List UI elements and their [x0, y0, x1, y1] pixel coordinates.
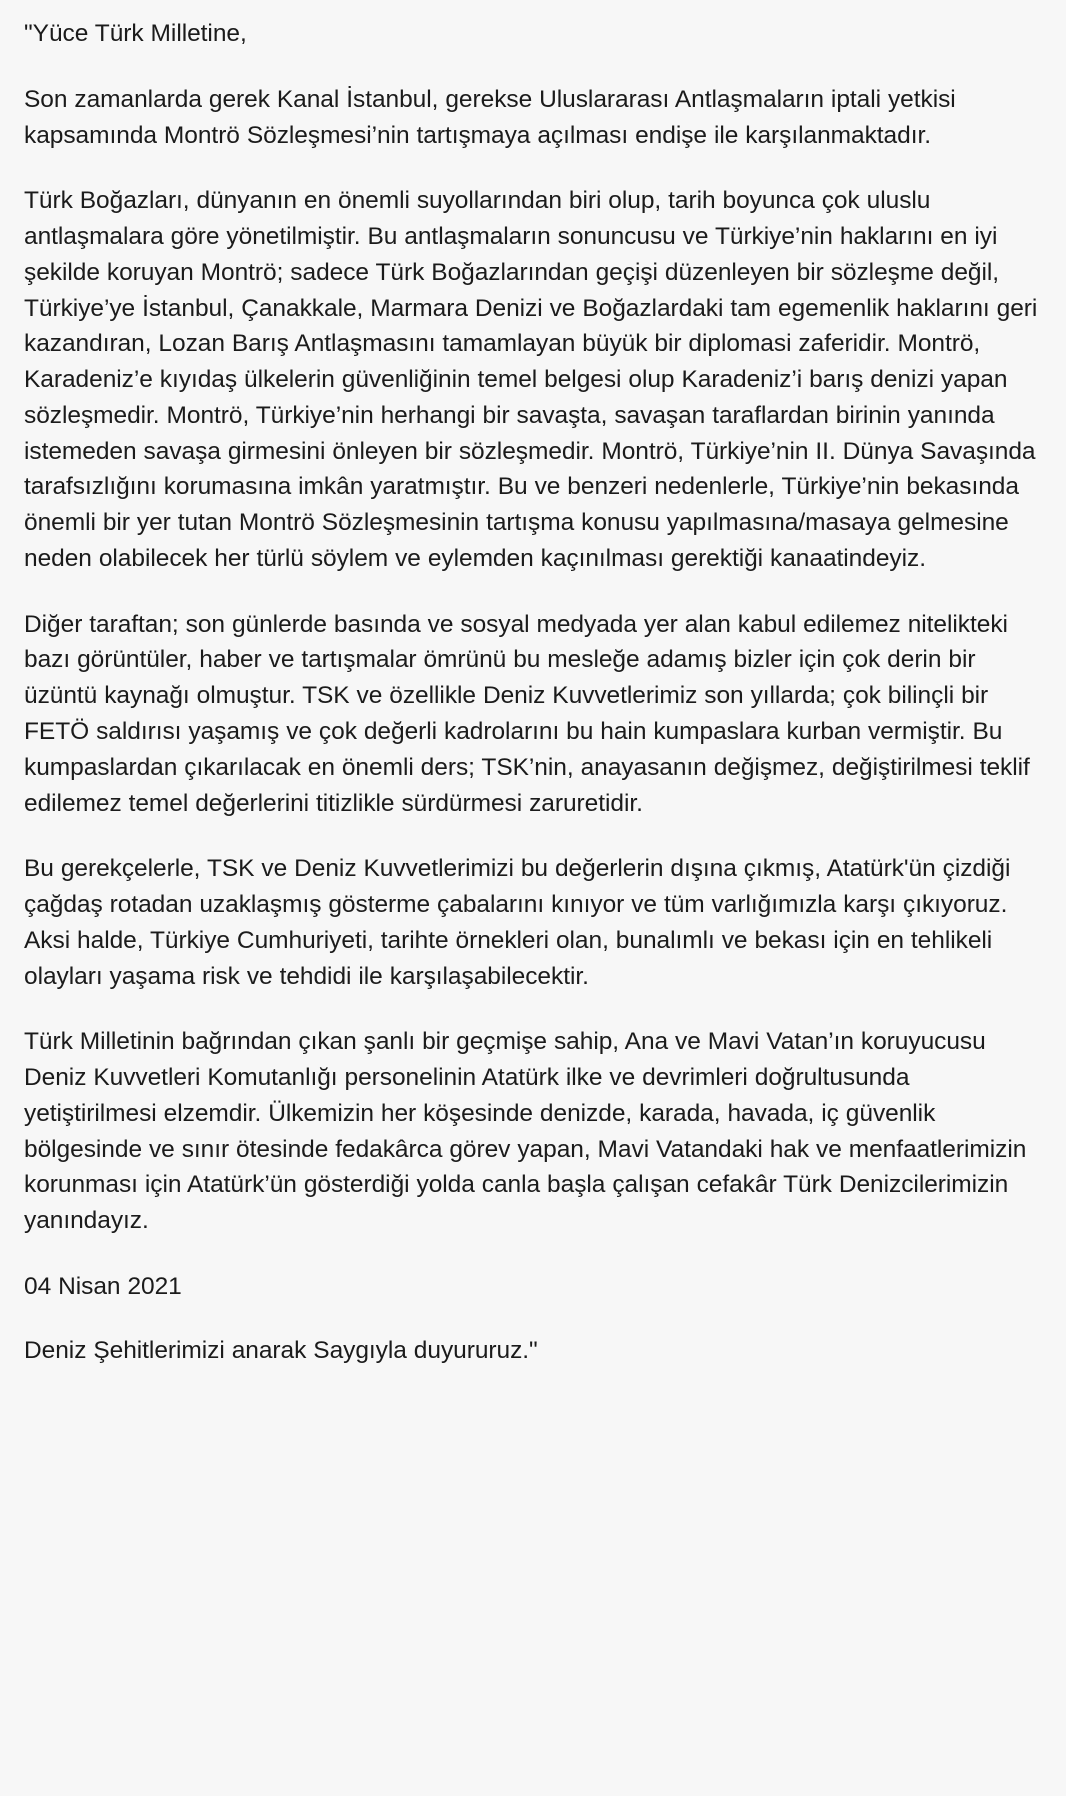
- statement-paragraph-1: Son zamanlarda gerek Kanal İstanbul, gerekse Uluslararası Antlaşmaların iptali yetkisi kapsamında Montrö Sözleşmesi’nin tartışmaya açılması endişe ile karşılanmaktadır.: [24, 85, 956, 149]
- statement-salutation: "Yüce Türk Milletine,: [24, 20, 247, 47]
- statement-closing: Deniz Şehitlerimizi anarak Saygıyla duyururuz.": [24, 1336, 538, 1364]
- statement-paragraph-5: Türk Milletinin bağrından çıkan şanlı bir geçmişe sahip, Ana ve Mavi Vatan’ın koruyucusu Deniz Kuvvetleri Komutanlığı personelinin Atatürk ilke ve devrimleri doğrultusunda yetiştirilmesi elzemdir. Ülkemizin her köşesinde denizde, karada, havada, iç güvenlik bölgesinde ve sınır ötesinde fedakârca görev yapan, Mavi Vatandaki hak ve menfaatlerimizin korunması için Atatürk’ün gösterdiği yolda canla başla çalışan cefakâr Türk Denizcilerimizin yanındayız.: [24, 1028, 1027, 1235]
- statement-paragraph-3: Diğer taraftan; son günlerde basında ve sosyal medyada yer alan kabul edilemez nitelikteki bazı görüntüler, haber ve tartışmalar ömrünü bu mesleğe adamış bizler için çok derin bir üzüntü kaynağı olmuştur. TSK ve özellikle Deniz Kuvvetlerimiz son yıllarda; çok bilinçli bir FETÖ saldırısı yaşamış ve çok değerli kadrolarını bu hain kumpaslara kurban vermiştir. Bu kumpaslardan çıkarılacak en önemli ders; TSK’nin, anayasanın değişmez, değiştirilmesi teklif edilemez temel değerlerini titizlikle sürdürmesi zaruretidir.: [24, 610, 1030, 817]
- statement-date: 04 Nisan 2021: [24, 1272, 182, 1300]
- statement-paragraph-2: Türk Boğazları, dünyanın en önemli suyollarından biri olup, tarih boyunca çok uluslu antlaşmalara göre yönetilmiştir. Bu antlaşmaların sonuncusu ve Türkiye’nin haklarını en iyi şekilde koruyan Montrö; sadece Türk Boğazlarından geçişi düzenleyen bir sözleşme değil, Türkiye’ye İstanbul, Çanakkale, Marmara Denizi ve Boğazlardaki tam egemenlik haklarını geri kazandıran, Lozan Barış Antlaşmasını tamamlayan büyük bir diplomasi zaferidir. Montrö, Karadeniz’e kıyıdaş ülkelerin güvenliğinin temel belgesi olup Karadeniz’i barış denizi yapan sözleşmedir. Montrö, Türkiye’nin herhangi bir savaşta, savaşan taraflardan birinin yanında istemeden savaşa girmesini önleyen bir sözleşmedir. Montrö, Türkiye’nin II. Dünya Savaşında tarafsızlığını korumasına imkân yaratmıştır. Bu ve benzeri nedenlerle, Türkiye’nin bekasında önemli bir yer tutan Montrö Sözleşmesinin tartışma konusu yapılmasına/masaya gelmesine neden olabilecek her türlü söylem ve eylemden kaçınılması gerektiği kanaatindeyiz.: [24, 187, 1038, 572]
- statement-paragraph-4: Bu gerekçelerle, TSK ve Deniz Kuvvetlerimizi bu değerlerin dışına çıkmış, Atatürk'ün çizdiği çağdaş rotadan uzaklaşmış gösterme çabalarını kınıyor ve tüm varlığımızla karşı çıkıyoruz. Aksi halde, Türkiye Cumhuriyeti, tarihte örnekleri olan, bunalımlı ve bekası için en tehlikeli olayları yaşama risk ve tehdidi ile karşılaşabilecektir.: [24, 855, 1011, 990]
